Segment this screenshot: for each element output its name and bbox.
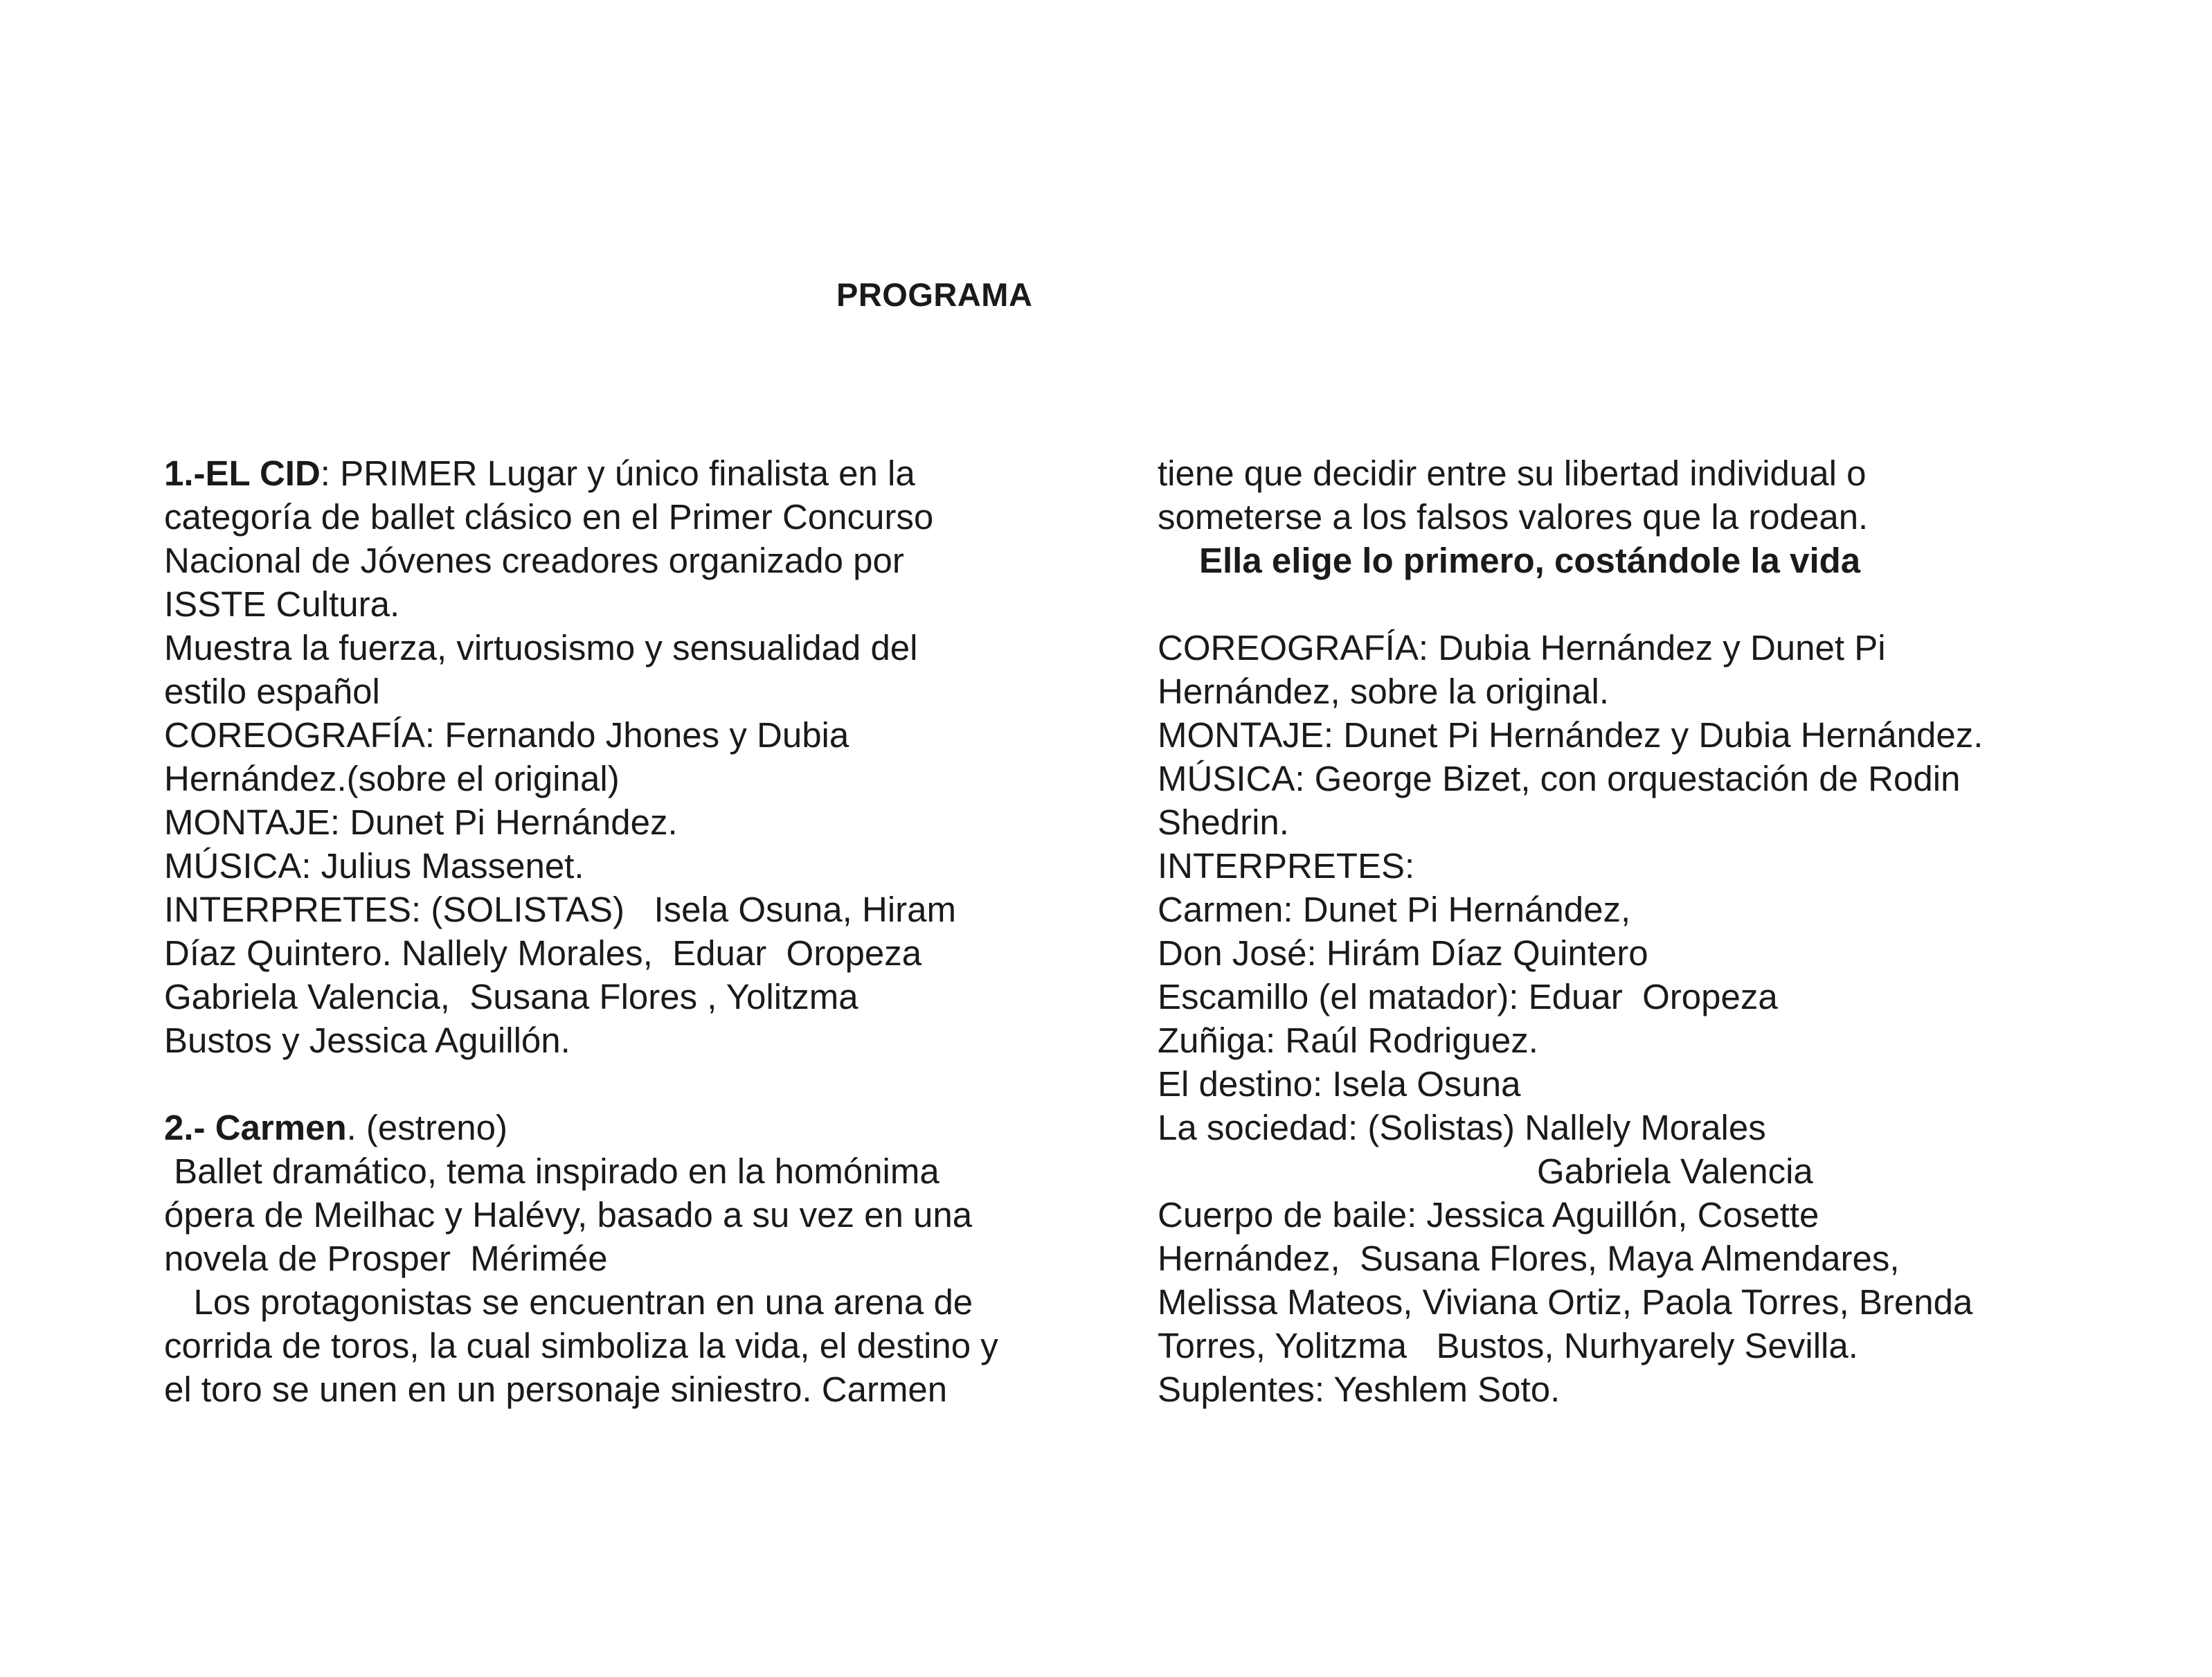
carmen-line: novela de Prosper Mérimée <box>164 1239 608 1278</box>
credit-line: Shedrin. <box>1158 802 1289 842</box>
synopsis-emphasis: Ella elige lo primero, costándole la vida <box>1199 541 1861 580</box>
cid-heading-rest: : PRIMER Lugar y único finalista en la <box>320 454 915 493</box>
credit-line: Hernández, sobre la original. <box>1158 672 1610 711</box>
cid-line: Gabriela Valencia, Susana Flores , Yolitzma <box>164 977 858 1016</box>
carmen-name: Carmen <box>215 1108 347 1147</box>
cid-number: 1.- <box>164 454 206 493</box>
cast-line: Melissa Mateos, Viviana Ortiz, Paola Torres, Brenda <box>1158 1282 1973 1322</box>
carmen-heading <box>164 1106 1133 1149</box>
page-title: PROGRAMA <box>836 276 1033 313</box>
cid-heading <box>164 451 1133 495</box>
cid-line: Hernández.(sobre el original) <box>164 759 620 798</box>
carmen-line: el toro se unen en un personaje siniestro. Carmen <box>164 1370 948 1409</box>
cast-line: Cuerpo de baile: Jessica Aguillón, Cosette <box>1158 1195 1819 1235</box>
credit-line: La sociedad: (Solistas) Nallely Morales <box>1158 1108 1766 1147</box>
cid-name: EL CID <box>205 454 321 493</box>
carmen-line: corrida de toros, la cual simboliza la vida, el destino y <box>164 1326 998 1365</box>
cid-line: estilo español <box>164 672 380 711</box>
cid-line: Nacional de Jóvenes creadores organizado por <box>164 541 904 580</box>
synopsis-line: tiene que decidir entre su libertad individual o <box>1158 454 1867 493</box>
cid-line: ISSTE Cultura. <box>164 584 400 624</box>
carmen-line: ópera de Meilhac y Halévy, basado a su vez en una <box>164 1195 973 1235</box>
cast-line: Torres, Yolitzma Bustos, Nurhyarely Sevilla. <box>1158 1326 1858 1365</box>
credit-line-continued: Gabriela Valencia <box>1537 1151 1813 1191</box>
carmen-line: Los protagonistas se encuentran en una arena de <box>164 1282 973 1322</box>
credit-line: MÚSICA: George Bizet, con orquestación de Rodin <box>1158 759 1961 798</box>
synopsis-line: someterse a los falsos valores que la rodean. <box>1158 497 1869 537</box>
cid-line: COREOGRAFÍA: Fernando Jhones y Dubia <box>164 715 849 755</box>
credit-line: El destino: Isela Osuna <box>1158 1064 1521 1104</box>
cid-line: categoría de ballet clásico en el Primer Concurso <box>164 497 934 537</box>
right-column <box>1158 451 2127 1411</box>
section-gap <box>164 1062 1133 1106</box>
left-column <box>164 451 1133 1411</box>
credit-line: INTERPRETES: <box>1158 846 1415 886</box>
cid-line: MÚSICA: Julius Massenet. <box>164 846 584 886</box>
credit-line: Don José: Hirám Díaz Quintero <box>1158 933 1648 973</box>
cid-line: INTERPRETES: (SOLISTAS) Isela Osuna, Hiram <box>164 890 956 929</box>
cid-line: Muestra la fuerza, virtuosismo y sensualidad del <box>164 628 918 667</box>
cast-line: Suplentes: Yeshlem Soto. <box>1158 1370 1561 1409</box>
cid-line: MONTAJE: Dunet Pi Hernández. <box>164 802 678 842</box>
cast-line: Hernández, Susana Flores, Maya Almendares, <box>1158 1239 1900 1278</box>
carmen-line: Ballet dramático, tema inspirado en la homónima <box>164 1151 939 1191</box>
carmen-number: 2.- <box>164 1108 215 1147</box>
credit-line: Zuñiga: Raúl Rodriguez. <box>1158 1021 1538 1060</box>
cid-line: Díaz Quintero. Nallely Morales, Eduar Oropeza <box>164 933 922 973</box>
credit-line: Escamillo (el matador): Eduar Oropeza <box>1158 977 1778 1016</box>
carmen-heading-rest: . (estreno) <box>346 1108 508 1147</box>
section-gap <box>1158 582 2127 626</box>
cid-line: Bustos y Jessica Aguillón. <box>164 1021 570 1060</box>
credit-line: Carmen: Dunet Pi Hernández, <box>1158 890 1631 929</box>
credit-line: COREOGRAFÍA: Dubia Hernández y Dunet Pi <box>1158 628 1886 667</box>
credit-line: MONTAJE: Dunet Pi Hernández y Dubia Hernández. <box>1158 715 1984 755</box>
